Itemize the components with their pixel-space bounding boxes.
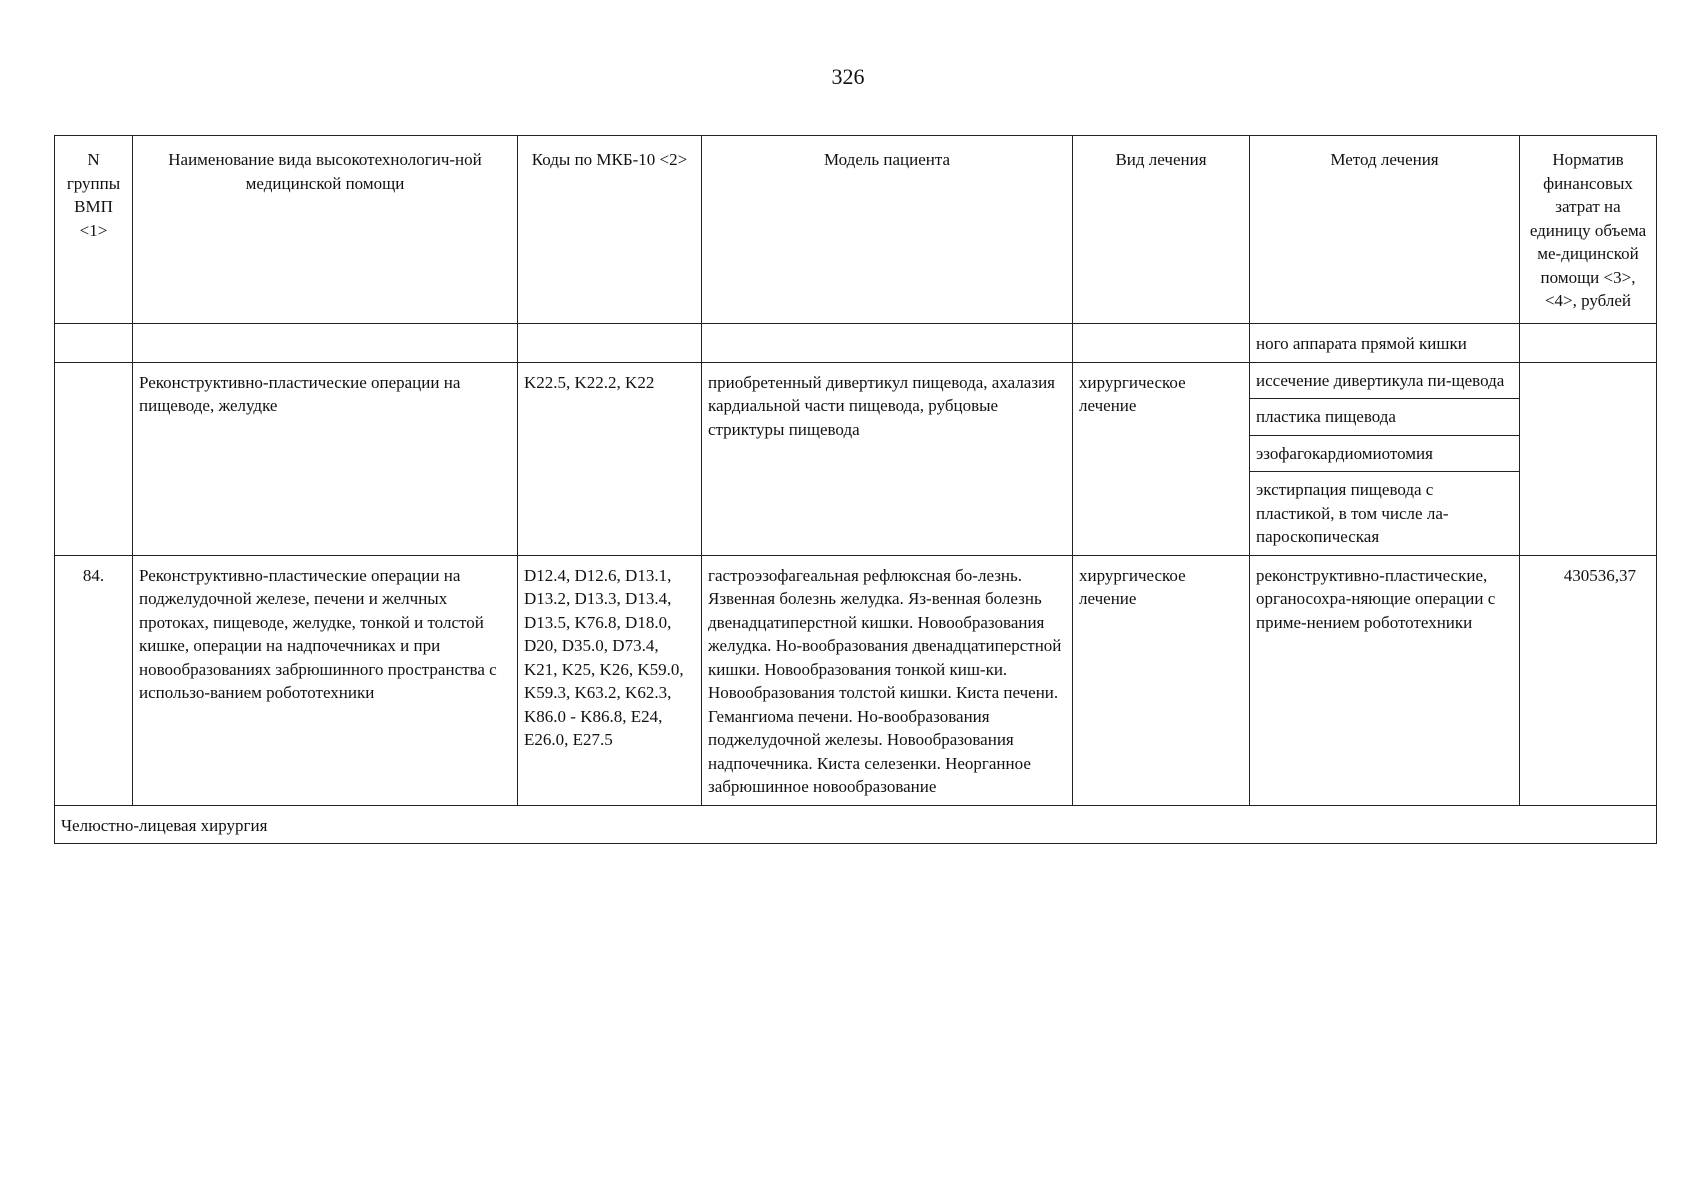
continuation-method: ного аппарата прямой кишки xyxy=(1250,324,1520,363)
row84-codes: D12.4, D12.6, D13.1, D13.2, D13.3, D13.4, D13.5, K76.8, D18.0, D20, D35.0, D73.4, K21, K25, K26, K59.0, K59.3, K63.2, K62.3, K86.0 - K86.8, E24, E26.0, E27.5 xyxy=(518,555,702,805)
method-item: иссечение дивертикула пи-щевода xyxy=(1250,363,1519,399)
row84-name: Реконструктивно-пластические операции на поджелудочной железе, печени и желчных протоках, пищеводе, желудке, тонкой и толстой кишке, операции на надпочечниках и при новообразованиях забрюшинного пространства с использо-ванием робототехники xyxy=(133,555,518,805)
row84-type: хирургическое лечение xyxy=(1073,555,1250,805)
method-item: экстирпация пищевода с пластикой, в том числе ла-пароскопическая xyxy=(1256,480,1449,546)
vmp-table xyxy=(54,135,1657,844)
header-type: Вид лечения xyxy=(1073,136,1250,324)
table-row-84 xyxy=(55,555,1657,805)
method-item: эзофагокардиомиотомия xyxy=(1250,435,1519,472)
header-method: Метод лечения xyxy=(1250,136,1520,324)
header-group: N группы ВМП <1> xyxy=(55,136,133,324)
method-item: пластика пищевода xyxy=(1250,399,1519,436)
row84-model: гастроэзофагеальная рефлюксная бо-лезнь. Язвенная болезнь желудка. Яз-венная болезнь двенадцатиперстной кишки. Новообразования желудка. Но-вообразования двенадцатиперстной кишки. Новообразования тонкой киш-ки. Новообразования толстой кишки. Киста печени. Гемангиома печени. Но-вообразования поджелудочной железы. Новообразования надпочечника. Киста селезенки. Неорганное забрюшинное новообразование xyxy=(702,555,1073,805)
esophagus-name: Реконструктивно-пластические операции на пищеводе, желудке xyxy=(133,362,518,555)
esophagus-model: приобретенный дивертикул пищевода, ахалазия кардиальной части пищевода, рубцовые стриктуры пищевода xyxy=(702,362,1073,555)
esophagus-type: хирургическое лечение xyxy=(1073,362,1250,555)
row84-method: реконструктивно-пластические, органосохра-няющие операции с приме-нением робототехники xyxy=(1250,555,1520,805)
row84-group: 84. xyxy=(55,555,133,805)
header-norm: Норматив финансовых затрат на единицу объема ме-дицинской помощи <3>, <4>, рублей xyxy=(1520,136,1657,324)
row84-norm: 430536,37 xyxy=(1520,555,1657,805)
table-row-esophagus xyxy=(55,362,1657,555)
section-title: Челюстно-лицевая хирургия xyxy=(55,805,1657,844)
header-row xyxy=(55,136,1657,324)
header-codes: Коды по МКБ-10 <2> xyxy=(518,136,702,324)
esophagus-codes: K22.5, K22.2, K22 xyxy=(518,362,702,555)
esophagus-methods xyxy=(1250,362,1520,555)
section-row xyxy=(55,805,1657,844)
header-name: Наименование вида высокотехнологич-ной медицинской помощи xyxy=(133,136,518,324)
header-model: Модель пациента xyxy=(702,136,1073,324)
page-number: 326 xyxy=(831,64,865,89)
table-row-continuation xyxy=(55,324,1657,363)
